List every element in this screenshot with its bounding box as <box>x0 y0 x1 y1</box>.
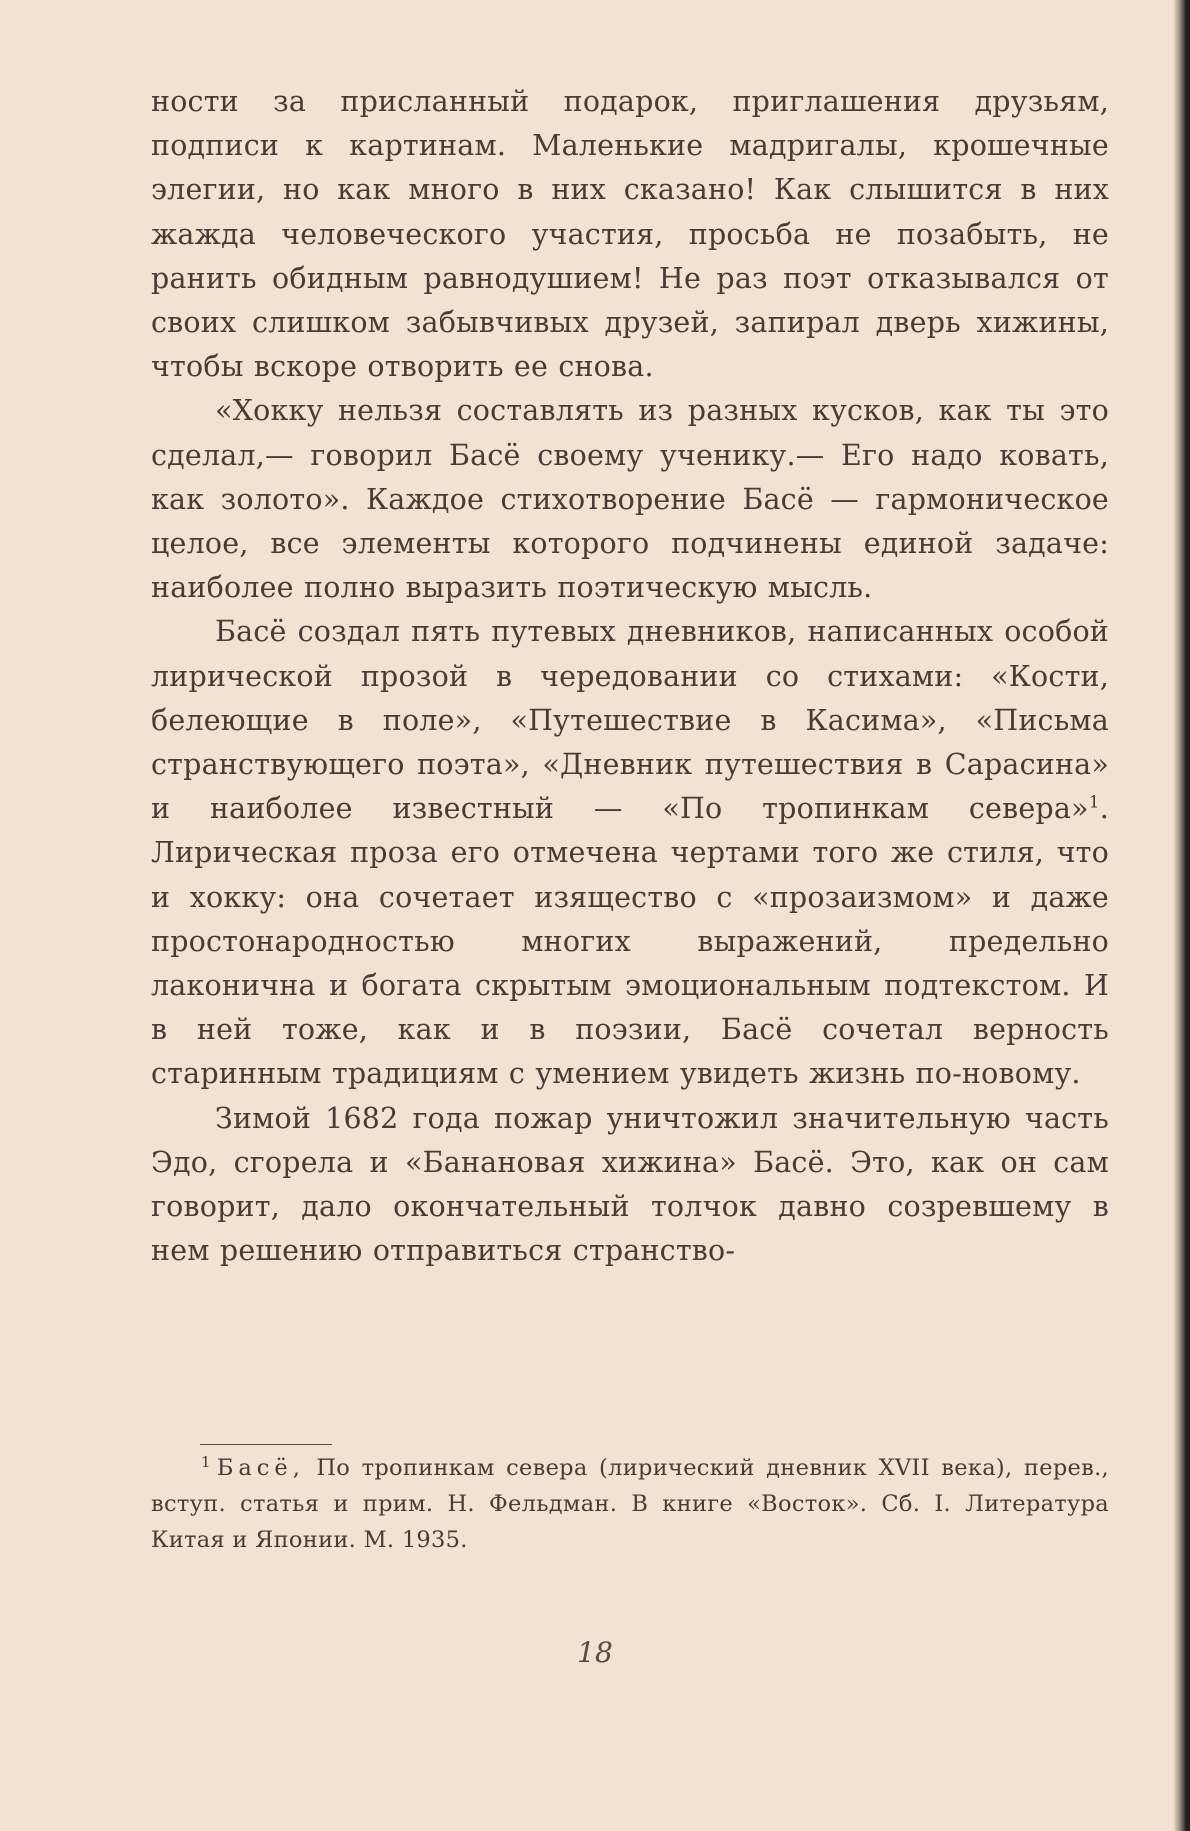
footnote-text: По тропинкам севера (лирический дневник XVII века), перев., вступ. статья и прим. Н. Фельдман. В книге «Восток». Сб. I. Литература Китая и Японии. М. 1935. <box>151 1455 1110 1553</box>
paragraph-3 <box>151 610 1109 1096</box>
paragraph-2: «Хокку нельзя составлять из разных кусков, как ты это сделал,— говорил Басё своему ученику.— Его надо ковать, как золото». Каждое стихотворение Басё — гармоническое целое, все элементы которого подчинены единой задаче: наиболее полно выразить поэтическую мысль. <box>151 394 1109 605</box>
footnote-number: 1 <box>201 1452 211 1471</box>
footnote <box>151 1450 1109 1558</box>
body-text <box>151 80 1109 1273</box>
footnote-author: Басё, <box>216 1455 305 1481</box>
paragraph-4: Зимой 1682 года пожар уничтожил значительную часть Эдо, сгорела и «Банановая хижина» Басё. Это, как он сам говорит, дало окончательный толчок давно созревшему в нем решению отправиться странство- <box>151 1101 1109 1268</box>
paragraph-1: ности за присланный подарок, приглашения друзьям, подписи к картинам. Маленькие мадригалы, крошечные элегии, но как много в них сказано! Как слышится в них жажда человеческого участия, просьба не позабыть, не ранить обидным равнодушием! Не раз поэт отказывался от своих слишком забывчивых друзей, запирал дверь хижины, чтобы вскоре отворить ее снова. <box>151 85 1109 384</box>
page-edge-shadow <box>1174 0 1190 1831</box>
footnote-reference[interactable]: 1 <box>1088 792 1100 813</box>
page-number: 18 <box>577 1636 613 1669</box>
paragraph-3-text-before-ref: Басё создал пять путевых дневников, написанных особой лирической прозой в чередовании со стихами: «Кости, белеющие в поле», «Путешествие в Касима», «Письма странствующего поэта», «Дневник путешествия в Сарасина» и наиболее известный — «По тропинкам севера» <box>151 615 1109 826</box>
paragraph-3-text-after-ref: . Лирическая проза его отмечена чертами того же стиля, что и хокку: она сочетает изящество с «прозаизмом» и даже простонародностью многих выражений, предельно лаконична и богата скрытым эмоциональным подтекстом. И в ней тоже, как и в поэзии, Басё сочетал верность старинным традициям с умением увидеть жизнь по-новому. <box>151 792 1109 1091</box>
footnote-divider <box>200 1444 332 1445</box>
